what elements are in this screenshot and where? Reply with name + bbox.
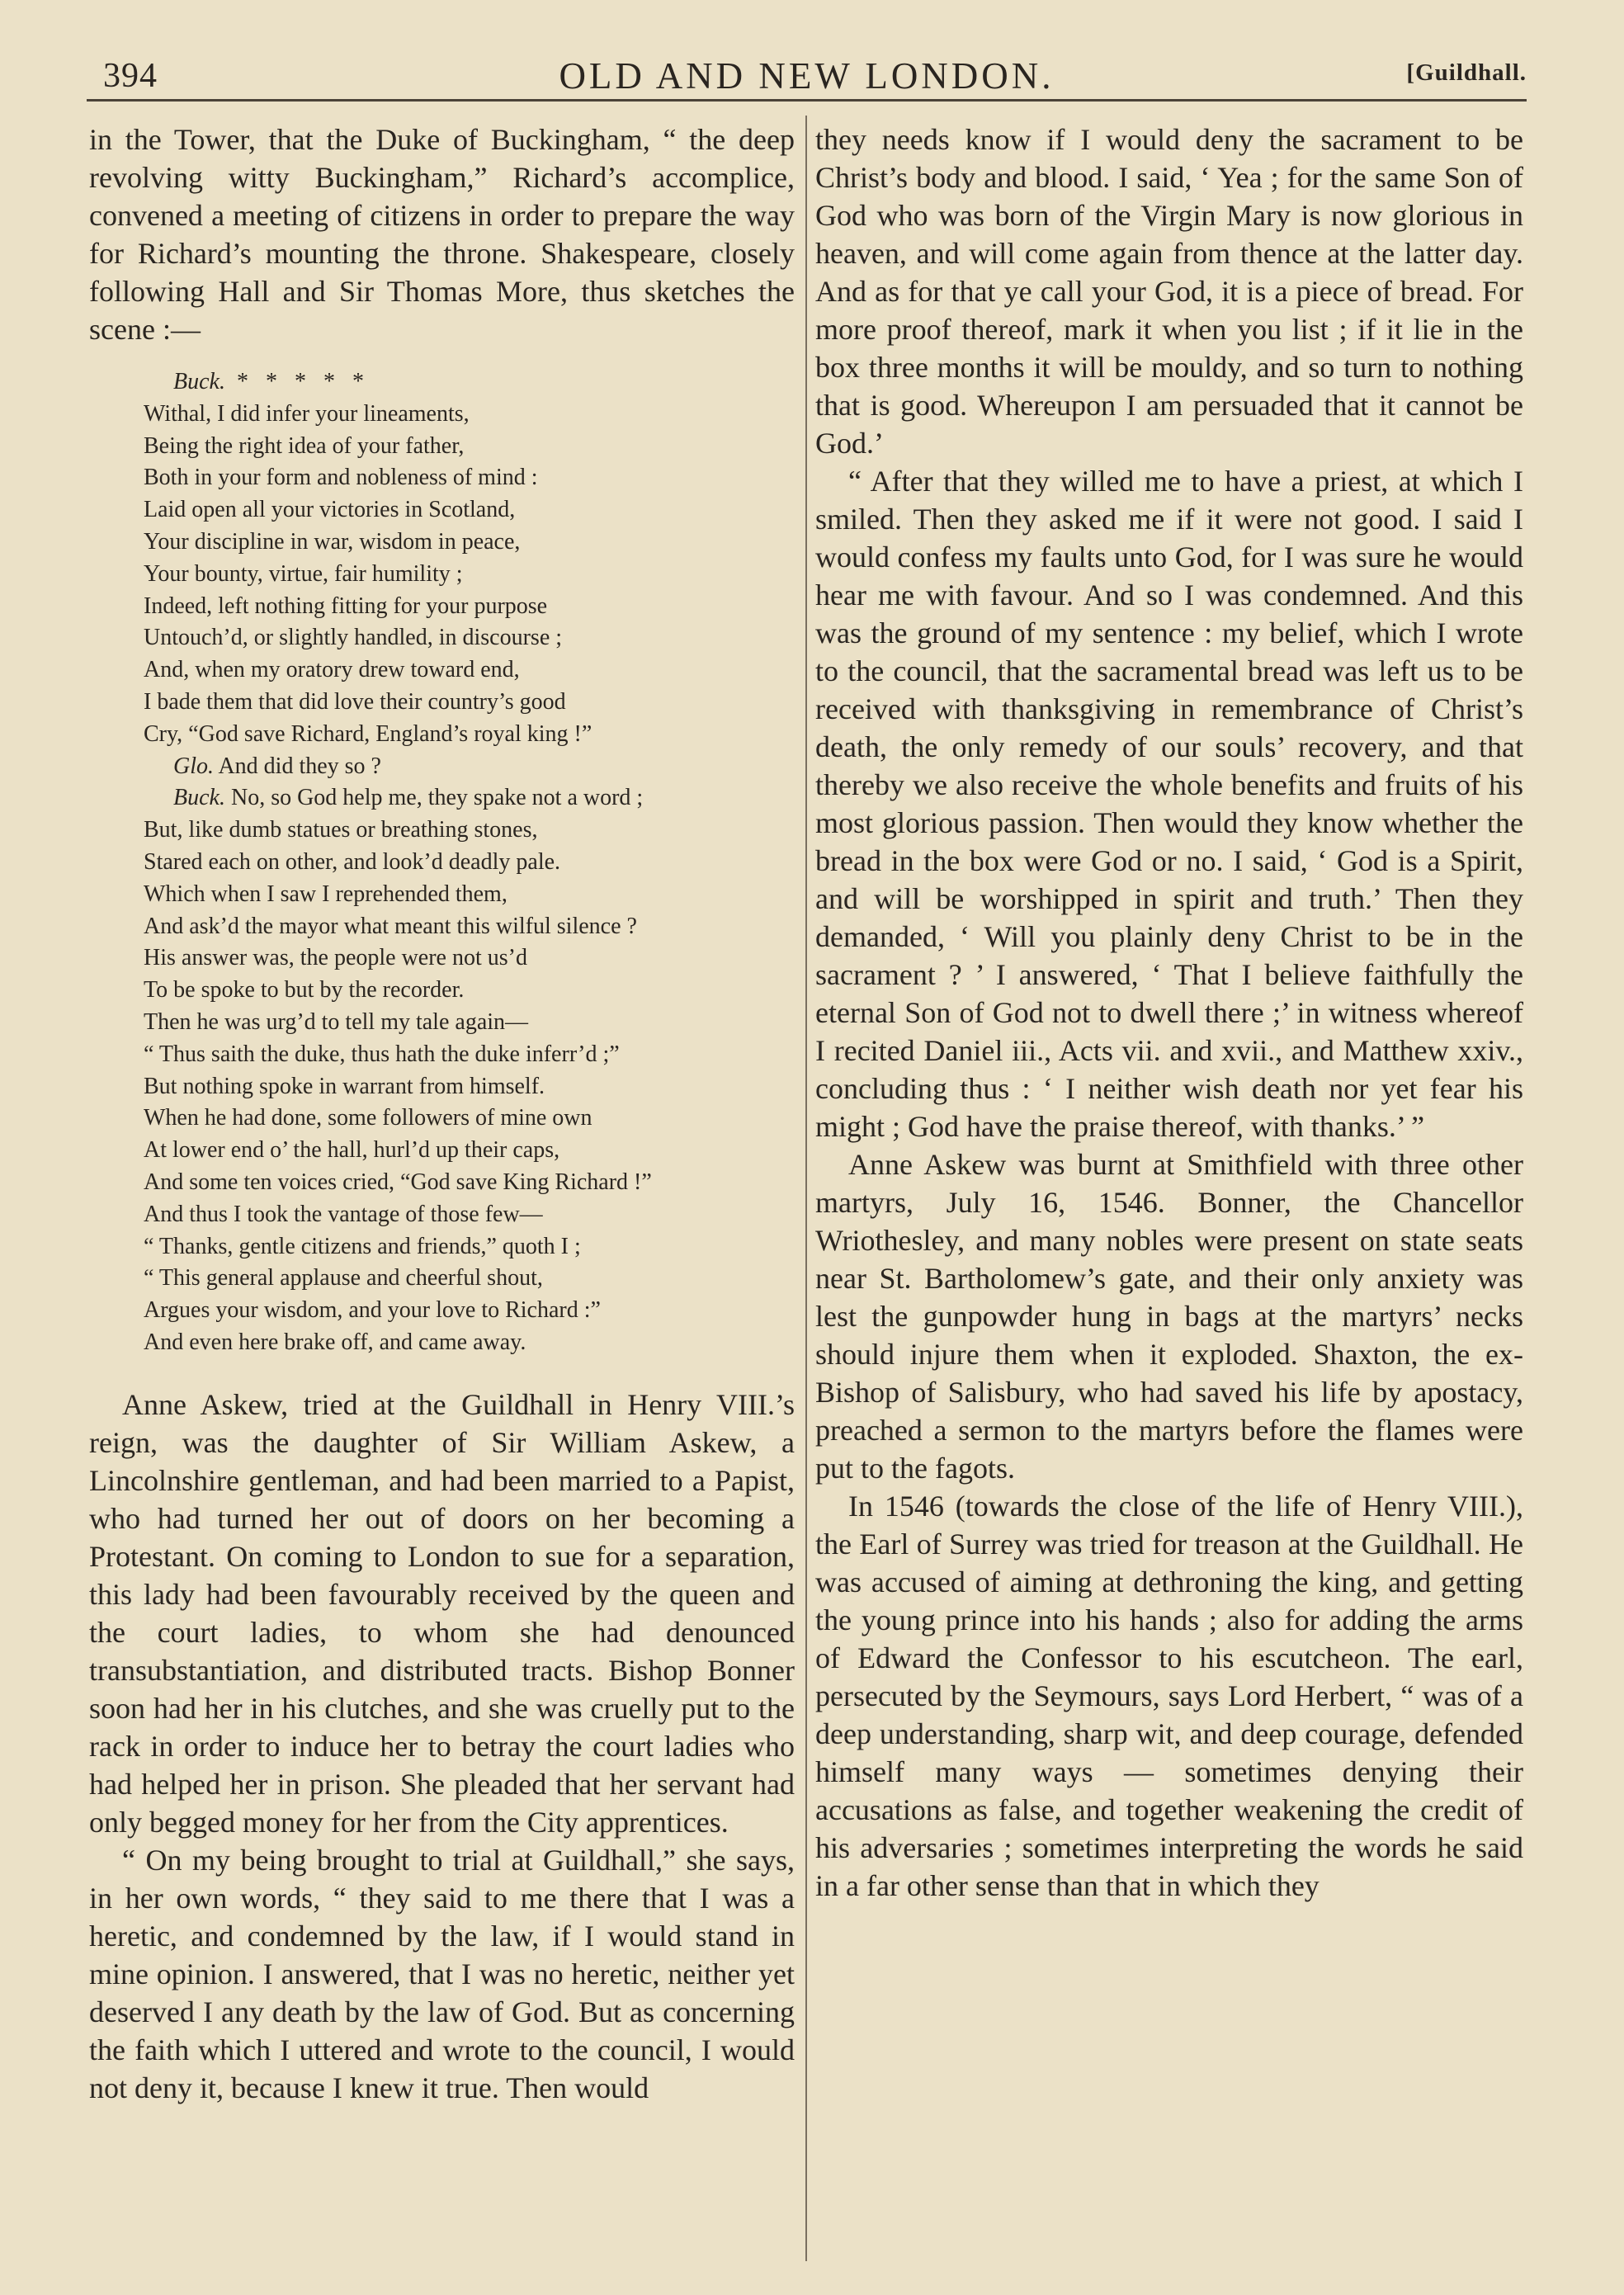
verse-line: Argues your wisdom, and your love to Richard :” [144,1297,601,1324]
verse-line: When he had done, some followers of mine own [144,1105,592,1131]
verse-line: Laid open all your victories in Scotland, [144,497,516,523]
verse-line: “ Thanks, gentle citizens and friends,” quoth I ; [144,1233,581,1259]
verse-line: Withal, I did infer your lineaments, [144,400,470,427]
verse-asterisks: * * * * * [224,369,364,394]
verse-line: And thus I took the vantage of those few— [144,1201,543,1227]
verse-line: And ask’d the mayor what meant this wilful silence ? [144,913,637,939]
verse-line [173,751,795,783]
verse-line: “ This general applause and cheerful shout, [144,1265,543,1292]
running-title: OLD AND NEW LONDON. [559,55,1055,97]
paragraph: Anne Askew was burnt at Smithfield with three other martyrs, July 16, 1546. Bonner, the Chancellor Wriothesley, and many nobles were present on state seats near St. Bartholomew’s gate, and their only anxiety was lest the gunpowder hung in bags at the martyrs’ necks should injure them when it exploded. Shaxton, the ex-Bishop of Salisbury, who had saved his life by apostacy, preached a sermon to the martyrs before the flames were put to the fagots. [815,1148,1523,1485]
verse-line [173,782,795,815]
verse-line: Indeed, left nothing fitting for your purpose [144,593,548,619]
verse-line: His answer was, the people were not us’d [144,945,527,971]
verse-line: And even here brake off, and came away. [144,1329,526,1355]
verse-line: I bade them that did love their country’s good [144,688,566,715]
verse-line: Both in your form and nobleness of mind : [144,465,538,491]
paragraph: “ After that they willed me to have a priest, at which I smiled. Then they asked me if it were not good. I said I would confess my faults unto God, for I was sure he would hear me with favour. And so I was condemned. And this was the ground of my sentence : my belief, which I wrote to the council, that the sacramental bread was left us to be received with thanksgiving in remembrance of Christ’s death, the only remedy of our souls’ recovery, and that thereby we also receive the whole benefits and fruits of his most glorious passion. Then would they know whether the bread in the box were God or no. I said, ‘ God is a Spirit, and will be worshipped in spirit and truth.’ Then they demanded, ‘ Will you plainly deny Christ to be in the sacrament ? ’ I answered, ‘ That I believe faithfully the eternal Son of God not to dwell there ;’ in witness whereof I recited Daniel iii., Acts vii. and xvii., and Matthew xxiv., concluding thus : ‘ I neither wish death nor yet fear his might ; God have the praise thereof, with thanks.’ ” [815,465,1523,1143]
verse-line: Cry, “God save Richard, England’s royal king !” [144,720,592,747]
verse-line: But nothing spoke in warrant from himself. [144,1073,545,1099]
verse-line [173,366,795,399]
speaker-name: Buck. [173,785,225,811]
verse-line: “ Thus saith the duke, thus hath the duke inferr’d ;” [144,1041,620,1067]
verse-line: And, when my oratory drew toward end, [144,657,520,683]
verse-text: No, so God help me, they spake not a word ; [224,785,644,811]
verse-line: Stared each on other, and look’d deadly pale. [144,848,561,875]
page-header [87,51,1527,97]
page-number: 394 [103,57,158,95]
verse-text: And did they so ? [214,753,381,779]
speaker-name: Glo. [173,753,214,779]
speaker-name: Buck. [173,369,225,394]
verse-lines [144,815,795,1359]
verse-line: At lower end o’ the hall, hurl’d up their caps, [144,1137,560,1164]
verse-line: Then he was urg’d to tell my tale again— [144,1008,529,1035]
right-column [815,120,1523,2274]
verse-line: Your discipline in war, wisdom in peace, [144,528,521,555]
verse-line: Which when I saw I reprehended them, [144,881,508,907]
verse-line: And some ten voices cried, “God save King Richard !” [144,1169,652,1195]
header-rule [87,99,1527,102]
left-column [89,120,795,2274]
verse-line: Untouch’d, or slightly handled, in discourse ; [144,625,563,651]
verse-lines [144,399,795,751]
verse-line: To be spoke to but by the recorder. [144,977,465,1003]
verse-line: But, like dumb statues or breathing stones, [144,817,538,843]
paragraph: Anne Askew, tried at the Guildhall in Henry VIII.’s reign, was the daughter of Sir William Askew, a Lincolnshire gentleman, and had been married to a Papist, who had turned her out of doors on her becoming a Protestant. On coming to London to sue for a separation, this lady had been favourably received by the queen and the court ladies, to whom she had denounced transubstantiation, and distributed tracts. Bishop Bonner soon had her in his clutches, and she was cruelly put to the rack in order to induce her to betray the court ladies who had helped her in prison. She pleaded that her servant had only begged money for her from the City apprentices. [89,1387,795,1839]
section-label: [Guildhall. [1406,59,1527,86]
column-divider [805,116,807,2261]
paragraph: in the Tower, that the Duke of Buckingham, “ the deep revolving witty Buckingham,” Richard’s accomplice, convened a meeting of citizens in order to prepare the way for Richard’s mounting the throne. Shakespeare, closely following Hall and Sir Thomas More, thus sketches the scene :— [89,123,795,346]
paragraph: In 1546 (towards the close of the life of Henry VIII.), the Earl of Surrey was tried for treason at the Guildhall. He was accused of aiming at dethroning the king, and getting the young prince into his hands ; also for adding the arms of Edward the Confessor to his escutcheon. The earl, persecuted by the Seymours, says Lord Herbert, “ was of a deep understanding, sharp wit, and deep courage, defended himself many ways — sometimes denying their accusations as false, and together weakening the credit of his adversaries ; sometimes interpreting the words he said in a far other sense than that in which they [815,1490,1523,1902]
verse-line: Your bounty, virtue, fair humility ; [144,560,463,587]
verse-line: Being the right idea of your father, [144,432,465,459]
verse-block [144,366,795,1359]
paragraph: “ On my being brought to trial at Guildhall,” she says, in her own words, “ they said to me there that I was a heretic, and condemned by the law, if I would stand in mine opinion. I answered, that I was no heretic, neither yet deserved I any death by the law of God. But as concerning the faith which I uttered and wrote to the council, I would not deny it, because I knew it true. Then would [89,1843,795,2104]
paragraph: they needs know if I would deny the sacrament to be Christ’s body and blood. I said, ‘ Yea ; for the same Son of God who was born of the Virgin Mary is now glorious in heaven, and will come again from thence at the latter day. And as for that ye call your God, it is a piece of bread. For more proof thereof, mark it when you list ; if it lie in the box three months it will be mouldy, and so turn to nothing that is good. Whereupon I am persuaded that it cannot be God.’ [815,123,1523,460]
